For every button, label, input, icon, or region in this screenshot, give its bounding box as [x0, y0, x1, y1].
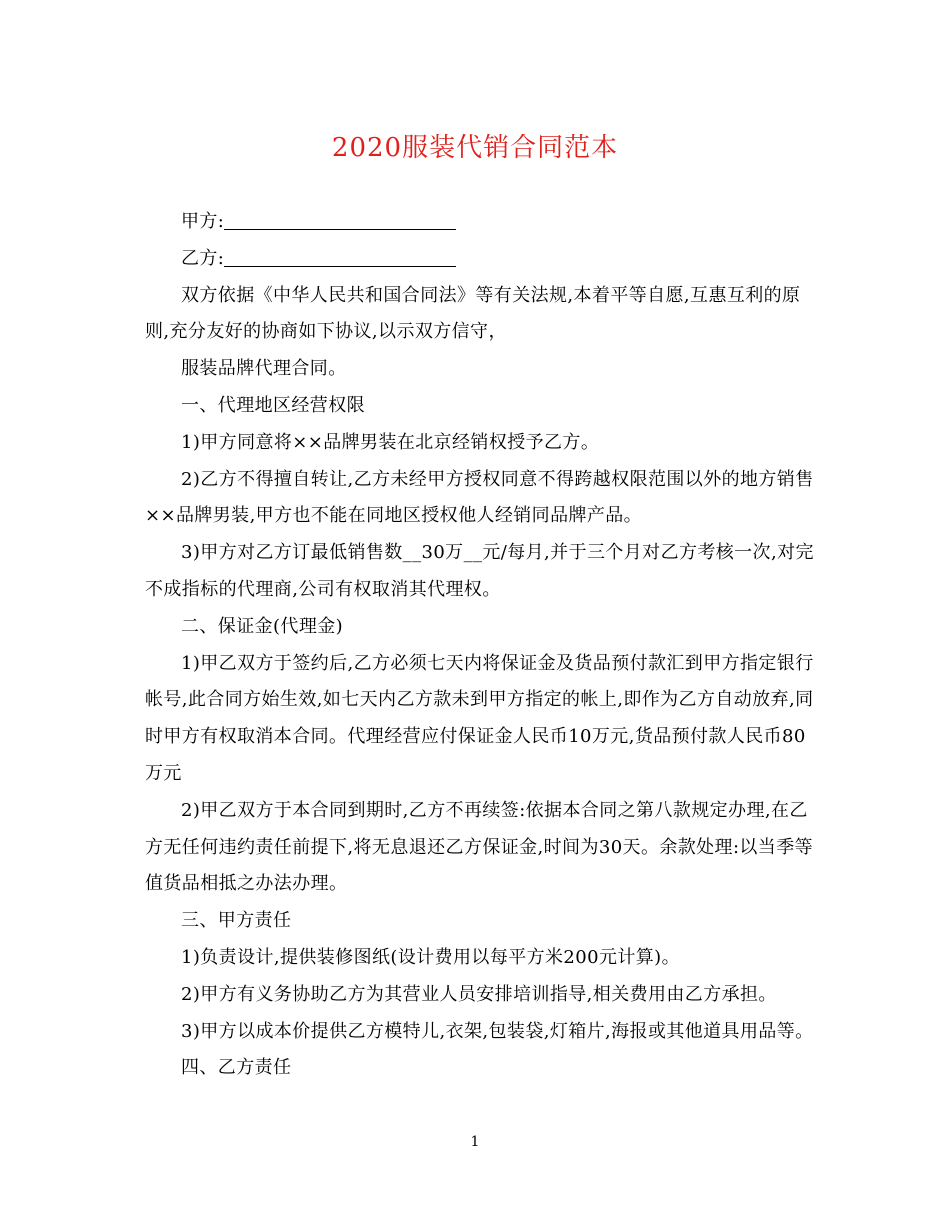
- party-b-blank: [224, 248, 456, 267]
- paragraph: 2)乙方不得擅自转让,乙方未经甲方授权同意不得跨越权限范围以外的地方销售××品牌男装,甲方也不能在同地区授权他人经销同品牌产品。: [145, 468, 814, 527]
- paragraph: 双方依据《中华人民共和国合同法》等有关法规,本着平等自愿,互惠互利的原则,充分友好的协商如下协议,以示双方信守，: [145, 284, 801, 343]
- paragraph: 服装品牌代理合同。: [181, 358, 347, 380]
- party-a-blank: [224, 211, 456, 230]
- document-title: 2020服装代销合同范本: [331, 133, 619, 163]
- section-heading: 三、甲方责任: [181, 910, 292, 932]
- section-heading: 一、代理地区经营权限: [181, 394, 365, 416]
- section-heading: 二、保证金(代理金): [181, 615, 344, 637]
- paragraph: 1)甲乙双方于签约后,乙方必须七天内将保证金及货品预付款汇到甲方指定银行帐号,此合同方始生效,如七天内乙方款未到甲方指定的帐上,即作为乙方自动放弃,同时甲方有权取消本合同。代理经营应付保证金人民币10万元,货品预付款人民币80万元: [145, 652, 814, 784]
- paragraph: 2)甲方有义务协助乙方为其营业人员安排培训指导,相关费用由乙方承担。: [181, 983, 777, 1005]
- party-a-line: [145, 204, 815, 241]
- paragraph: 2)甲乙双方于本合同到期时,乙方不再续签:依据本合同之第八款规定办理,在乙方无任何违约责任前提下,将无息退还乙方保证金,时间为30天。余款处理:以当季等值货品相抵之办法办理。: [145, 799, 814, 895]
- paragraph: 1)负责设计,提供装修图纸(设计费用以每平方米200元计算)。: [181, 946, 680, 968]
- paragraph: 1)甲方同意将××品牌男装在北京经销权授予乙方。: [181, 431, 600, 453]
- paragraph: 3)甲方对乙方订最低销售数__30万__元/每月,并于三个月对乙方考核一次,对完不成指标的代理商,公司有权取消其代理权。: [145, 542, 814, 600]
- paragraph: 3)甲方以成本价提供乙方模特儿,衣架,包装袋,灯箱片,海报或其他道具用品等。: [181, 1020, 814, 1042]
- party-b-line: [145, 241, 815, 278]
- party-b-label: 乙方:: [181, 247, 225, 269]
- document-body: [145, 204, 815, 1087]
- section-heading: 四、乙方责任: [181, 1057, 292, 1079]
- page-number: 1: [470, 1134, 480, 1150]
- party-a-label: 甲方:: [181, 211, 225, 232]
